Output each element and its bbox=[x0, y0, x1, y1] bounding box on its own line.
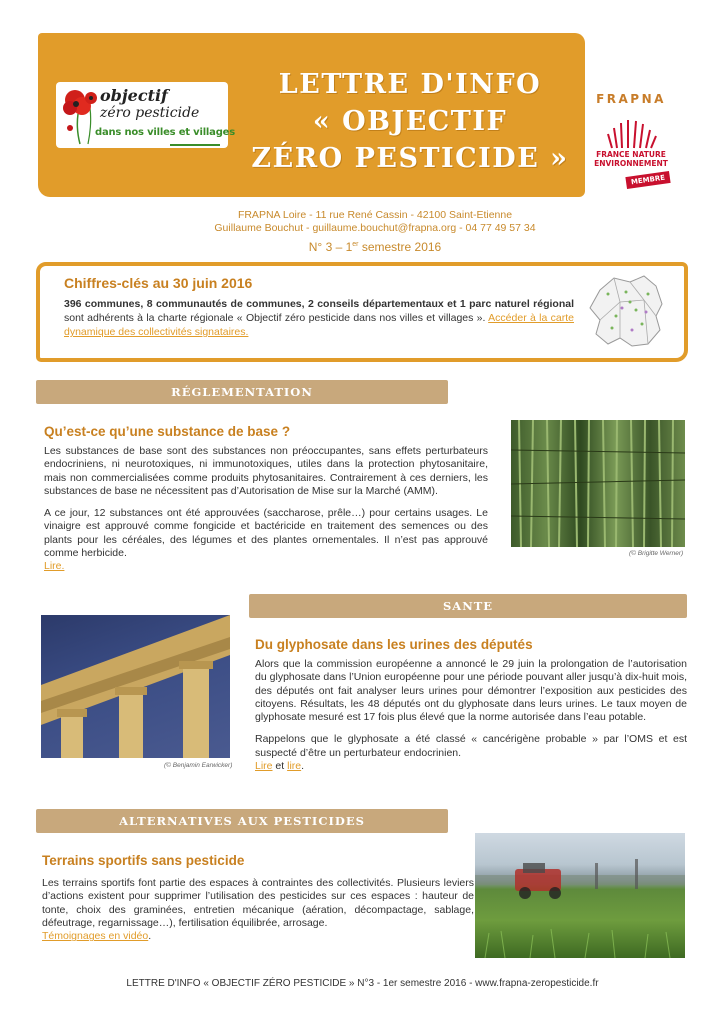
logo-skyline bbox=[170, 138, 220, 146]
horsetail-stems bbox=[511, 420, 685, 547]
key-figures-body: sont adhérents à la charte régionale « Objectif zéro pesticide dans nos villes et villages ». bbox=[64, 312, 489, 324]
key-figures-bold: 396 communes, 8 communautés de communes, 2 conseils départementaux et 1 parc naturel régional bbox=[64, 298, 574, 310]
section-bar-reglementation: RÉGLEMENTATION bbox=[36, 380, 448, 404]
fne-logo-icon bbox=[606, 118, 658, 150]
building-columns-photo bbox=[41, 615, 230, 758]
title-line-1: LETTRE D'INFO bbox=[278, 69, 542, 100]
sante-p2-text: Rappelons que le glyphosate a été classé « cancérigène probable » par l’OMS et est suspecté d’être un perturbateur endocrinien. bbox=[255, 733, 687, 759]
frapna-label: FRAPNA bbox=[596, 92, 666, 106]
issue-suffix: semestre 2016 bbox=[358, 240, 442, 254]
alternatives-end: . bbox=[148, 930, 152, 943]
horsetail-photo-credit: (© Brigitte Werner) bbox=[629, 550, 684, 557]
sante-read-link-1[interactable]: Lire bbox=[255, 760, 273, 773]
title-line-2: « OBJECTIF bbox=[312, 106, 508, 137]
map-link[interactable]: Accéder à la carte dynamique des collectivités signataires. bbox=[64, 312, 574, 338]
alternatives-paragraph-1 bbox=[42, 877, 474, 943]
building-photo-credit: (© Benjamin Earwicker) bbox=[164, 762, 233, 769]
alternatives-video-link[interactable]: Témoignages en vidéo bbox=[42, 930, 149, 943]
sante-paragraph-1: Alors que la commission européenne a annoncé le 29 juin la prolongation de l’autorisation du glyphosate dans l’Union européenne pour une période pouvant aller jusqu’à dix-huit mois, des députés ont fait analyser leurs urines pour démontrer l’exposition aux pesticides des citoyens. Résultats, les 48 députés ont du glyphosate dans leurs urines. Le taux moyen de glyphosate mesuré est 17 fois plus élevé que la norme autorisée dans l’eau potable. bbox=[255, 658, 687, 724]
contact-address bbox=[160, 209, 590, 235]
sante-paragraph-2 bbox=[255, 733, 687, 773]
sante-read-link-2[interactable]: lire bbox=[287, 760, 302, 773]
sports-field-drawing bbox=[475, 833, 685, 958]
page-footer: LETTRE D'INFO « OBJECTIF ZÉRO PESTICIDE » N°3 - 1er semestre 2016 - www.frapna-zeropesticide.fr bbox=[126, 978, 599, 989]
reglementation-title: Qu’est-ce qu’une substance de base ? bbox=[44, 424, 291, 439]
sante-end: . bbox=[301, 760, 305, 773]
sante-and: et bbox=[272, 760, 288, 773]
sante-title: Du glyphosate dans les urines des députés bbox=[255, 637, 533, 652]
logo-text-objectif: objectif bbox=[100, 86, 168, 105]
title-line-3: ZÉRO PESTICIDE » bbox=[251, 143, 569, 174]
alternatives-body bbox=[42, 877, 474, 943]
sports-field-photo bbox=[475, 833, 685, 958]
key-figures-title: Chiffres-clés au 30 juin 2016 bbox=[64, 275, 253, 291]
key-figures-text bbox=[64, 297, 574, 339]
reglementation-p2-text: A ce jour, 12 substances ont été approuvées (saccharose, prêle…) pour certains usages. Le vinaigre est approuvé comme fongicide et bactéricide en traitement des semences ou des plants pour les céréales, des légumes et des plantes ornementales. Il n’est pas approuvé comme herbicide. bbox=[44, 507, 488, 560]
reglementation-body bbox=[44, 445, 488, 574]
section-bar-alternatives: ALTERNATIVES AUX PESTICIDES bbox=[36, 809, 448, 833]
fne-label: FRANCE NATURE ENVIRONNEMENT bbox=[594, 150, 668, 168]
logo-text-villes: dans nos villes et villages bbox=[95, 127, 235, 138]
horsetail-photo bbox=[511, 420, 685, 547]
building-columns-drawing bbox=[41, 615, 230, 758]
reglementation-paragraph-1: Les substances de base sont des substances non préoccupantes, sans effets perturbateurs endocriniens, ni neurotoxiques, ni immunotoxiques, utiles dans la protection phytosanitaire, mais non commercialisées comme produits phytosanitaires. Contrairement à ces derniers, les substances de base ne nécessitent pas d’Autorisation de Mise sur la Marché (AMM). bbox=[44, 445, 488, 497]
address-line-1: FRAPNA Loire - 11 rue René Cassin - 42100 Saint-Etienne bbox=[237, 209, 513, 221]
reglementation-read-link[interactable]: Lire. bbox=[44, 560, 65, 573]
issue-number bbox=[270, 240, 480, 254]
alternatives-p1-text: Les terrains sportifs font partie des espaces à contraintes des collectivités. Plusieurs leviers d’actions existent pour supprimer l’utilisation des pesticides sur ces espaces : hauteur de tonte, choix des graminées, entretien mécanique (aération, décompactage, sablage, défeutrage, regarnissage…), fertilisation équilibrée, arrosage. bbox=[42, 877, 474, 929]
issue-sup: er bbox=[352, 241, 359, 248]
frapna-hedgehog-icon bbox=[596, 50, 666, 92]
issue-prefix: N° 3 – 1 bbox=[308, 240, 353, 254]
fne-membre-badge: MEMBRE bbox=[625, 171, 670, 189]
page-title bbox=[240, 66, 580, 177]
sante-body bbox=[255, 658, 687, 773]
address-line-2: Guillaume Bouchut - guillaume.bouchut@frapna.org - 04 77 49 57 34 bbox=[214, 222, 536, 234]
region-map-icon bbox=[586, 272, 668, 352]
reglementation-paragraph-2 bbox=[44, 507, 488, 573]
logo-text-zero-pesticide: zéro pesticide bbox=[100, 105, 200, 121]
alternatives-title: Terrains sportifs sans pesticide bbox=[42, 853, 245, 868]
section-bar-sante: SANTE bbox=[249, 594, 687, 618]
